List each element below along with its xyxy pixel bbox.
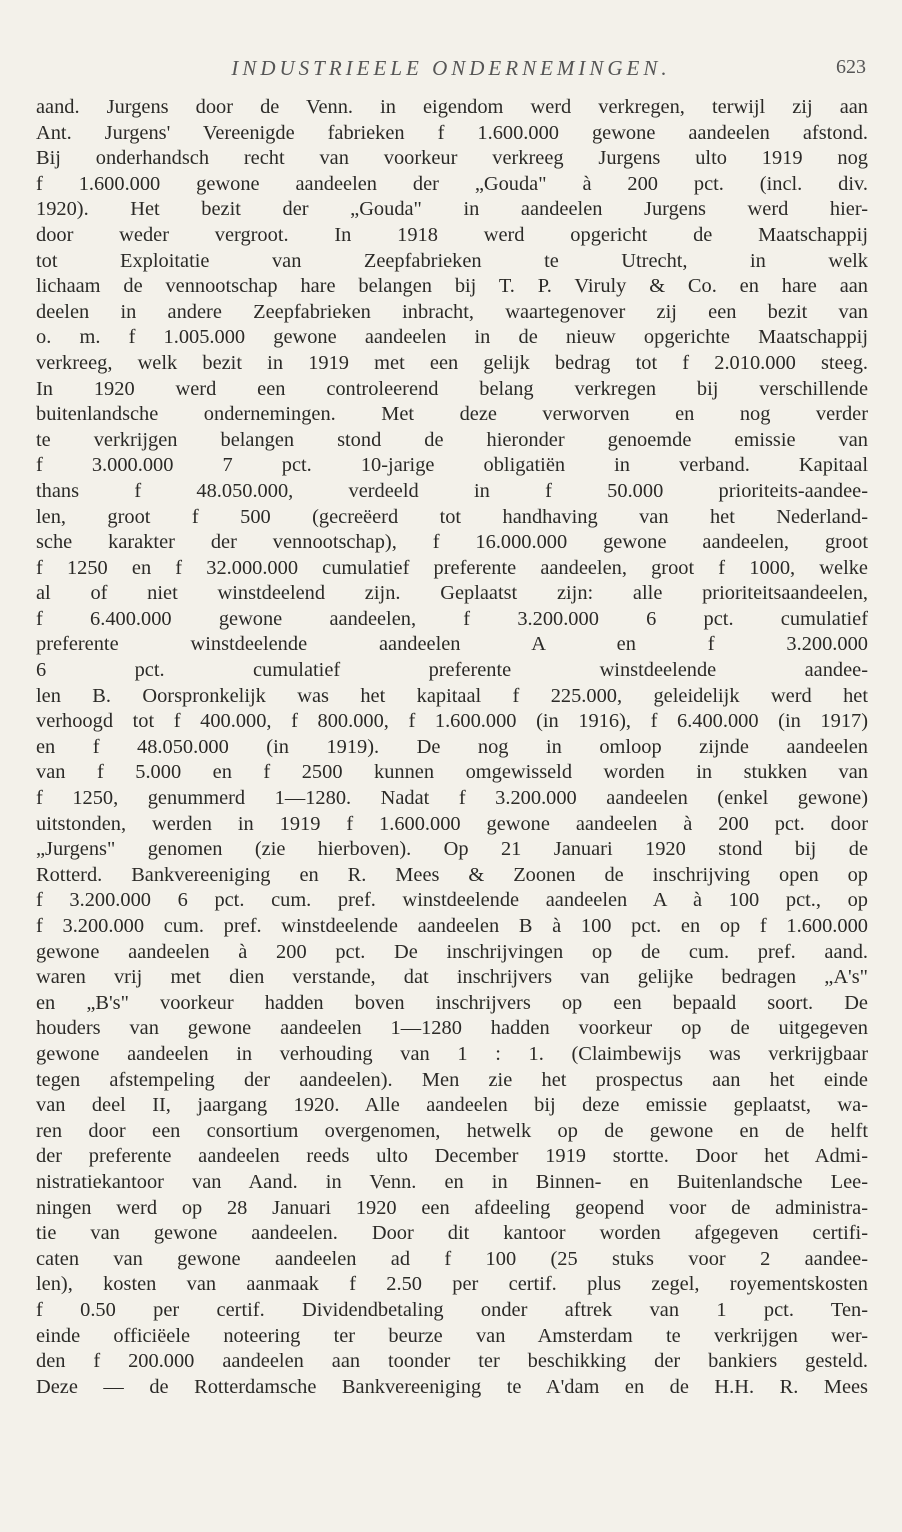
text-line: houders van gewone aandeelen 1—1280 hadden voorkeur op de uitgegeven [36,1017,868,1040]
text-line: tot Exploitatie van Zeepfabrieken te Utrecht, in welk [36,249,868,272]
text-line: buitenlandsche ondernemingen. Met deze verworven en nog verder [36,403,868,426]
text-line: den f 200.000 aandeelen aan toonder ter beschikking der bankiers gesteld. [36,1350,868,1373]
text-line: en f 48.050.000 (in 1919). De nog in omloop zijnde aandeelen [36,735,868,758]
text-line: der preferente aandeelen reeds ulto December 1919 stortte. Door het Admi- [36,1145,868,1168]
text-line: door weder vergroot. In 1918 werd opgericht de Maatschappij [36,223,868,246]
text-line: f 1250 en f 32.000.000 cumulatief preferente aandeelen, groot f 1000, welke [36,556,868,579]
text-line: f 3.000.000 7 pct. 10-jarige obligatiën in verband. Kapitaal [36,454,868,477]
text-line: tegen afstempeling der aandeelen). Men zie het prospectus aan het einde [36,1068,868,1091]
text-line: „Jurgens" genomen (zie hierboven). Op 21 Januari 1920 stond bij de [36,838,868,861]
text-line: gewone aandeelen à 200 pct. De inschrijvingen op de cum. pref. aand. [36,940,868,963]
text-line: f 1250, genummerd 1—1280. Nadat f 3.200.000 aandeelen (enkel gewone) [36,787,868,810]
text-line: thans f 48.050.000, verdeeld in f 50.000 prioriteits-aandee- [36,479,868,502]
text-line: 6 pct. cumulatief preferente winstdeelende aandee- [36,659,868,682]
text-line: f 6.400.000 gewone aandeelen, f 3.200.000 6 pct. cumulatief [36,607,868,630]
text-line: al of niet winstdeelend zijn. Geplaatst zijn: alle prioriteitsaandeelen, [36,582,868,605]
text-line: len B. Oorspronkelijk was het kapitaal f 225.000, geleidelijk werd het [36,684,868,707]
text-line: deelen in andere Zeepfabrieken inbracht, waartegenover zij een bezit van [36,300,868,323]
text-line: te verkrijgen belangen stond de hieronder genoemde emissie van [36,428,868,451]
text-line: gewone aandeelen in verhouding van 1 : 1. (Claimbewijs was verkrijgbaar [36,1042,868,1065]
text-line: uitstonden, werden in 1919 f 1.600.000 gewone aandeelen à 200 pct. door [36,812,868,835]
text-line: ningen werd op 28 Januari 1920 een afdeeling geopend voor de administra- [36,1196,868,1219]
body-text [36,95,868,1400]
text-line: Deze — de Rotterdamsche Bankvereeniging te A'dam en de H.H. R. Mees [36,1375,868,1398]
text-line: van f 5.000 en f 2500 kunnen omgewisseld worden in stukken van [36,761,868,784]
text-line: Ant. Jurgens' Vereenigde fabrieken f 1.600.000 gewone aandeelen afstond. [36,121,868,144]
text-line: 1920). Het bezit der „Gouda" in aandeelen Jurgens werd hier- [36,198,868,221]
text-line: lichaam de vennootschap hare belangen bij T. P. Viruly & Co. en hare aan [36,275,868,298]
text-line: aand. Jurgens door de Venn. in eigendom werd verkregen, terwijl zij aan [36,96,868,118]
text-line: nistratiekantoor van Aand. in Venn. en in Binnen- en Buitenlandsche Lee- [36,1170,868,1193]
page-header [36,56,866,92]
text-line: verhoogd tot f 400.000, f 800.000, f 1.600.000 (in 1916), f 6.400.000 (in 1917) [36,710,868,733]
text-line: len), kosten van aanmaak f 2.50 per certif. plus zegel, royementskosten [36,1273,868,1296]
text-line: verkreeg, welk bezit in 1919 met een gelijk bedrag tot f 2.010.000 steeg. [36,351,868,374]
text-line: In 1920 werd een controleerend belang verkregen bij verschillende [36,377,868,400]
text-line: van deel II, jaargang 1920. Alle aandeelen bij deze emissie geplaatst, wa- [36,1094,868,1117]
text-line: Bij onderhandsch recht van voorkeur verkreeg Jurgens ulto 1919 nog [36,147,868,170]
page-number: 623 [836,56,866,78]
text-line: waren vrij met dien verstande, dat inschrijvers van gelijke bedragen „A's" [36,966,868,989]
text-line: einde officiëele noteering ter beurze van Amsterdam te verkrijgen wer- [36,1324,868,1347]
text-line: f 1.600.000 gewone aandeelen der „Gouda" à 200 pct. (incl. div. [36,172,868,195]
text-line: ren door een consortium overgenomen, hetwelk op de gewone en de helft [36,1119,868,1142]
text-line: sche karakter der vennootschap), f 16.000.000 gewone aandeelen, groot [36,531,868,554]
text-line: len, groot f 500 (gecreëerd tot handhaving van het Nederland- [36,505,868,528]
text-line: Rotterd. Bankvereeniging en R. Mees & Zoonen de inschrijving open op [36,863,868,886]
text-line: f 0.50 per certif. Dividendbetaling onder aftrek van 1 pct. Ten- [36,1298,868,1321]
text-line: f 3.200.000 cum. pref. winstdeelende aandeelen B à 100 pct. en op f 1.600.000 [36,915,868,937]
running-title: INDUSTRIEELE ONDERNEMINGEN. [231,56,671,80]
text-line: o. m. f 1.005.000 gewone aandeelen in de nieuw opgerichte Maatschappij [36,326,868,349]
text-line: preferente winstdeelende aandeelen A en f 3.200.000 [36,633,868,656]
text-line: caten van gewone aandeelen ad f 100 (25 stuks voor 2 aandee- [36,1247,868,1270]
text-line: f 3.200.000 6 pct. cum. pref. winstdeelende aandeelen A à 100 pct., op [36,889,868,912]
text-line: en „B's" voorkeur hadden boven inschrijvers op een bepaald soort. De [36,991,868,1014]
text-line: tie van gewone aandeelen. Door dit kantoor worden afgegeven certifi- [36,1222,868,1245]
